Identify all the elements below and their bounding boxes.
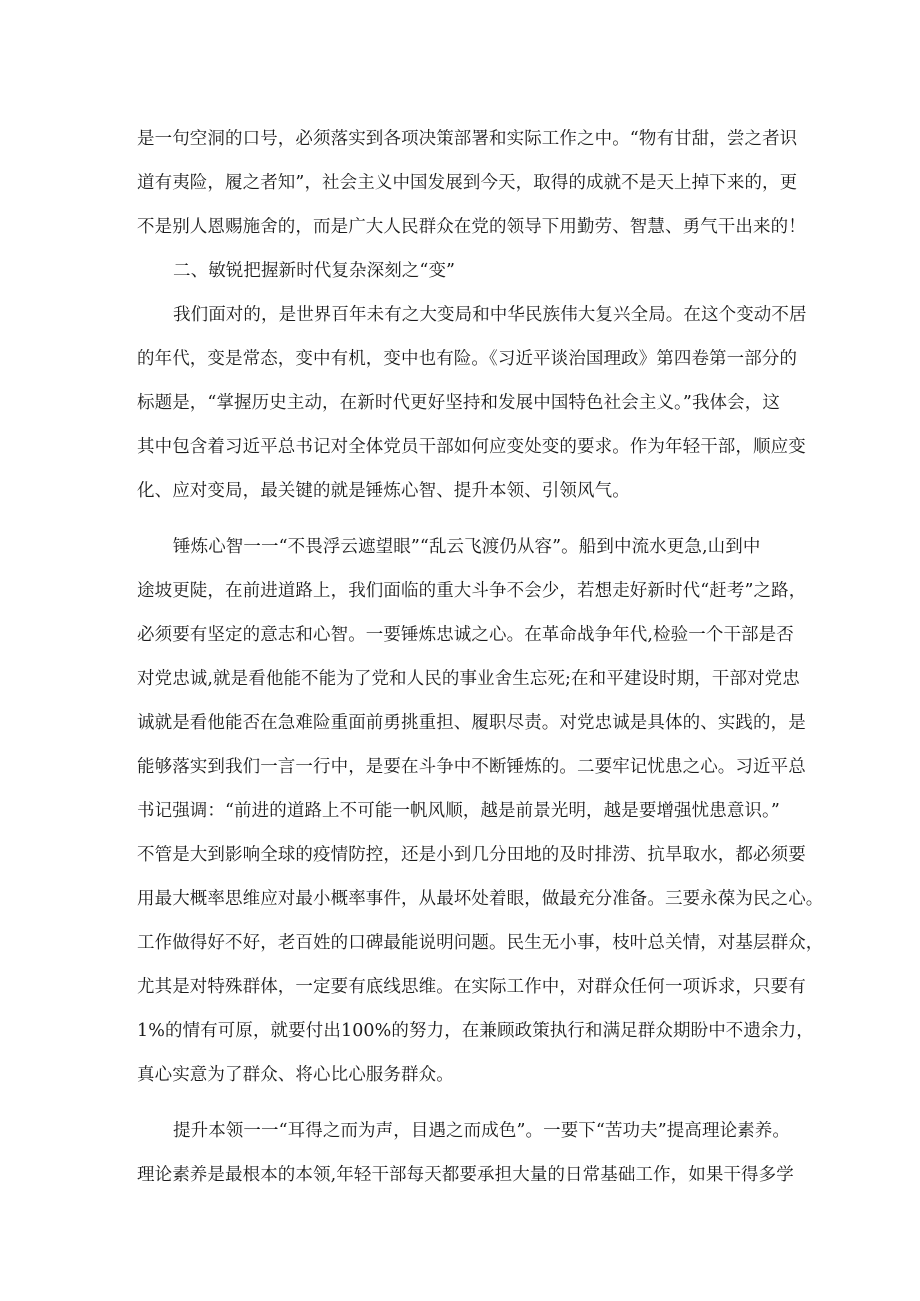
section-heading: 二、敏锐把握新时代复杂深刻之“变” <box>173 261 456 281</box>
paragraph-line: 真心实意为了群众、将心比心服务群众。 <box>137 1065 454 1085</box>
paragraph-line: 书记强调：“前进的道路上不可能一帆风顺，越是前景光明，越是要增强忧患意识。” <box>137 801 780 821</box>
paragraph-line: 1%的情有可原，就要付出100%的努力，在兼顾政策执行和满足群众期盼中不遗余力， <box>137 1021 814 1041</box>
paragraph-line: 不管是大到影响全球的疫情防控，还是小到几分田地的及时排涝、抗旱取水，都必须要 <box>137 845 806 865</box>
paragraph-line: 理论素养是最根本的本领,年轻干部每天都要承担大量的日常基础工作，如果干得多学 <box>137 1165 794 1185</box>
paragraph-line: 是一句空洞的口号，必须落实到各项决策部署和实际工作之中。“物有甘甜，尝之者识 <box>137 129 798 149</box>
paragraph-line: 标题是，“掌握历史主动，在新时代更好坚持和发展中国特色社会主义。”我体会，这 <box>137 393 780 413</box>
paragraph-line: 不是别人恩赐施舍的，而是广大人民群众在党的领导下用勤劳、智慧、勇气干出来的！ <box>137 217 806 237</box>
paragraph-line: 尤其是对特殊群体，一定要有底线思维。在实际工作中，对群众任何一项诉求，只要有 <box>137 977 806 997</box>
paragraph-line: 锤炼心智一一“不畏浮云遮望眼”“乱云飞渡仍从容”。船到中流水更急,山到中 <box>173 537 761 557</box>
paragraph-line: 我们面对的，是世界百年未有之大变局和中华民族伟大复兴全局。在这个变动不居 <box>173 305 807 325</box>
paragraph-line: 提升本领一一“耳得之而为声，目遇之而成色”。一要下“苦功夫”提高理论素养。 <box>173 1121 790 1141</box>
paragraph-line: 途坡更陡，在前进道路上，我们面临的重大斗争不会少，若想走好新时代“赶考”之路， <box>137 581 807 601</box>
paragraph-line: 其中包含着习近平总书记对全体党员干部如何应变处变的要求。作为年轻干部，顺应变 <box>137 437 806 457</box>
paragraph-line: 工作做得好不好，老百姓的口碑最能说明问题。民生无小事，枝叶总关情，对基层群众， <box>137 933 824 953</box>
paragraph-line: 对党忠诚,就是看他能不能为了党和人民的事业舍生忘死;在和平建设时期，干部对党忠 <box>137 669 800 689</box>
paragraph-line: 用最大概率思维应对最小概率事件，从最坏处着眼，做最充分准备。三要永葆为民之心。 <box>137 889 824 909</box>
paragraph-line: 必须要有坚定的意志和心智。一要锤炼忠诚之心。在革命战争年代,检验一个干部是否 <box>137 625 794 645</box>
paragraph-line: 道有夷险，履之者知”，社会主义中国发展到今天，取得的成就不是天上掉下来的，更 <box>137 173 798 193</box>
paragraph-line: 能够落实到我们一言一行中，是要在斗争中不断锤炼的。二要牢记忧患之心。习近平总 <box>137 757 806 777</box>
paragraph-line: 的年代，变是常态，变中有机，变中也有险。《习近平谈治国理政》第四卷第一部分的 <box>137 349 798 369</box>
paragraph-line: 化、应对变局，最关键的就是锤炼心智、提升本领、引领风气。 <box>137 481 630 501</box>
paragraph-line: 诚就是看他能否在急难险重面前勇挑重担、履职尽责。对党忠诚是具体的、实践的，是 <box>137 713 806 733</box>
